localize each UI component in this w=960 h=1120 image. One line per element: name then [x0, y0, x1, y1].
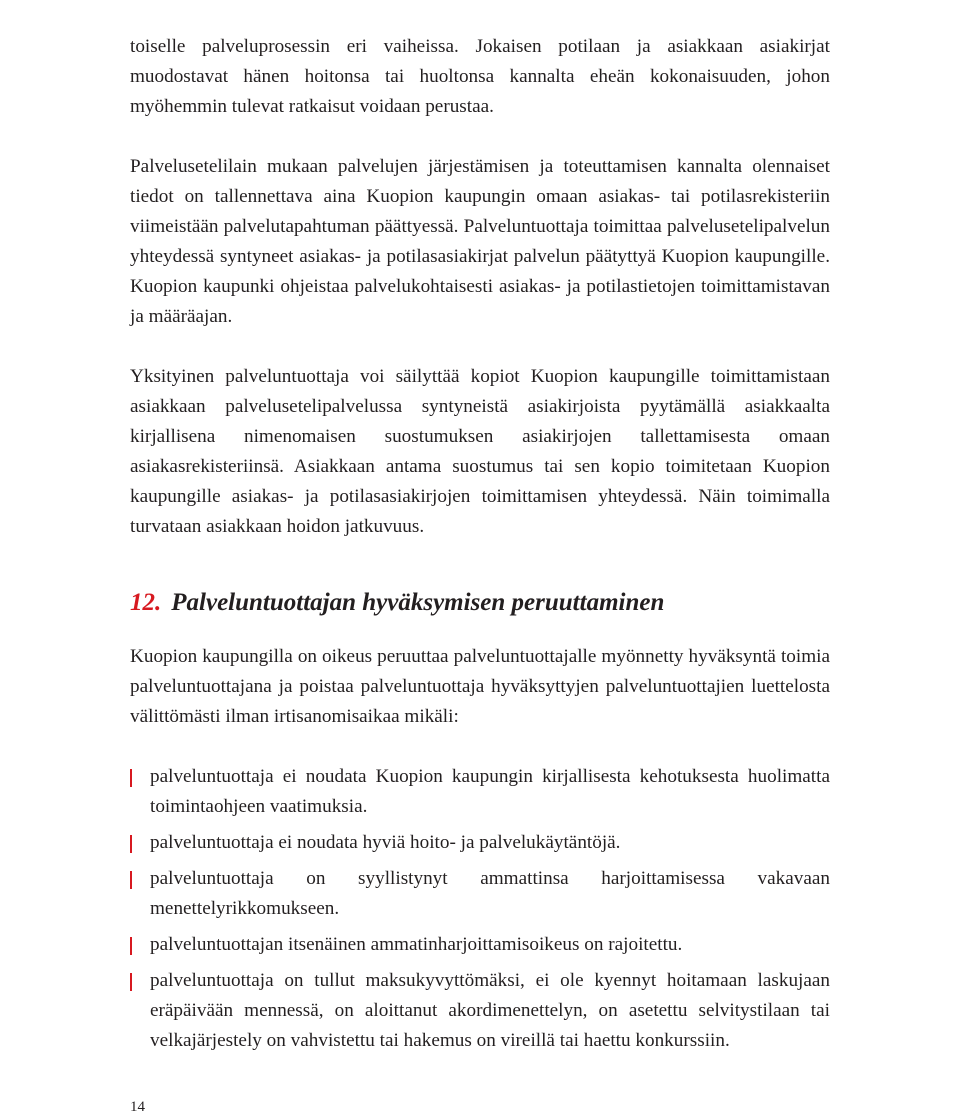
- bullet-bar-icon: [130, 973, 132, 991]
- list-item: [130, 864, 830, 924]
- section-number: 12.: [130, 589, 162, 616]
- list-item-text: palveluntuottaja ei noudata hyviä hoito- ja palvelukäytäntöjä.: [150, 832, 621, 853]
- section-title: Palveluntuottajan hyväksymisen peruuttaminen: [171, 589, 665, 616]
- page-number: 14: [130, 1099, 145, 1115]
- list-item-text: palveluntuottaja on tullut maksukyvyttömäksi, ei ole kyennyt hoitamaan laskujaan eräpäivään mennessä, on aloittanut akordimenettelyn, on asetettu selvitystilaan tai velkajärjestely on vahvistettu tai hakemus on vireillä tai haettu konkurssiin.: [150, 970, 830, 1051]
- bullet-bar-icon: [130, 937, 132, 955]
- body-paragraph: toiselle palveluprosessin eri vaiheissa. Jokaisen potilaan ja asiakkaan asiakirjat muodostavat hänen hoitonsa tai huoltonsa kannalta eheän kokonaisuuden, johon myöhemmin tulevat ratkaisut voidaan perustaa.: [130, 36, 830, 117]
- condition-list: [130, 762, 830, 1056]
- body-paragraph: Palvelusetelilain mukaan palvelujen järjestämisen ja toteuttamisen kannalta olennaiset tiedot on tallennettava aina Kuopion kaupungin omaan asiakas- tai potilasrekisteriin viimeistään palvelutapahtuman päättyessä. Palveluntuottaja toimittaa palvelusetelipalvelun yhteydessä syntyneet asiakas- ja potilasasiakirjat palvelun päätyttyä Kuopion kaupungille. Kuopion kaupunki ohjeistaa palvelukohtaisesti asiakas- ja potilastietojen toimittamistavan ja määräajan.: [130, 156, 830, 327]
- list-item: [130, 828, 830, 858]
- list-item-text: palveluntuottajan itsenäinen ammatinharjoittamisoikeus on rajoitettu.: [150, 934, 683, 955]
- section-heading: [130, 586, 830, 620]
- list-item: [130, 966, 830, 1056]
- bullet-bar-icon: [130, 871, 132, 889]
- list-item: [130, 762, 830, 822]
- bullet-bar-icon: [130, 769, 132, 787]
- document-page: [130, 32, 830, 1062]
- list-item-text: palveluntuottaja ei noudata Kuopion kaupungin kirjallisesta kehotuksesta huolimatta toimintaohjeen vaatimuksia.: [150, 766, 830, 817]
- bullet-bar-icon: [130, 835, 132, 853]
- list-item: [130, 930, 830, 960]
- body-paragraph: Yksityinen palveluntuottaja voi säilyttää kopiot Kuopion kaupungille toimittamistaan asiakkaan palvelusetelipalvelussa syntyneistä asiakirjoista pyytämällä asiakkaalta kirjallisena nimenomaisen suostumuksen asiakirjojen tallettamisesta omaan asiakasrekisteriinsä. Asiakkaan antama suostumus tai sen kopio toimitetaan Kuopion kaupungille asiakas- ja potilasasiakirjojen toimittamisen yhteydessä. Näin toimimalla turvataan asiakkaan hoidon jatkuvuus.: [130, 366, 830, 537]
- list-item-text: palveluntuottaja on syyllistynyt ammattinsa harjoittamisessa vakavaan menettelyrikkomukseen.: [150, 868, 830, 919]
- section-intro: Kuopion kaupungilla on oikeus peruuttaa palveluntuottajalle myönnetty hyväksyntä toimia palveluntuottajana ja poistaa palveluntuottaja hyväksyttyjen palveluntuottajien luettelosta välittömästi ilman irtisanomisaikaa mikäli:: [130, 646, 830, 727]
